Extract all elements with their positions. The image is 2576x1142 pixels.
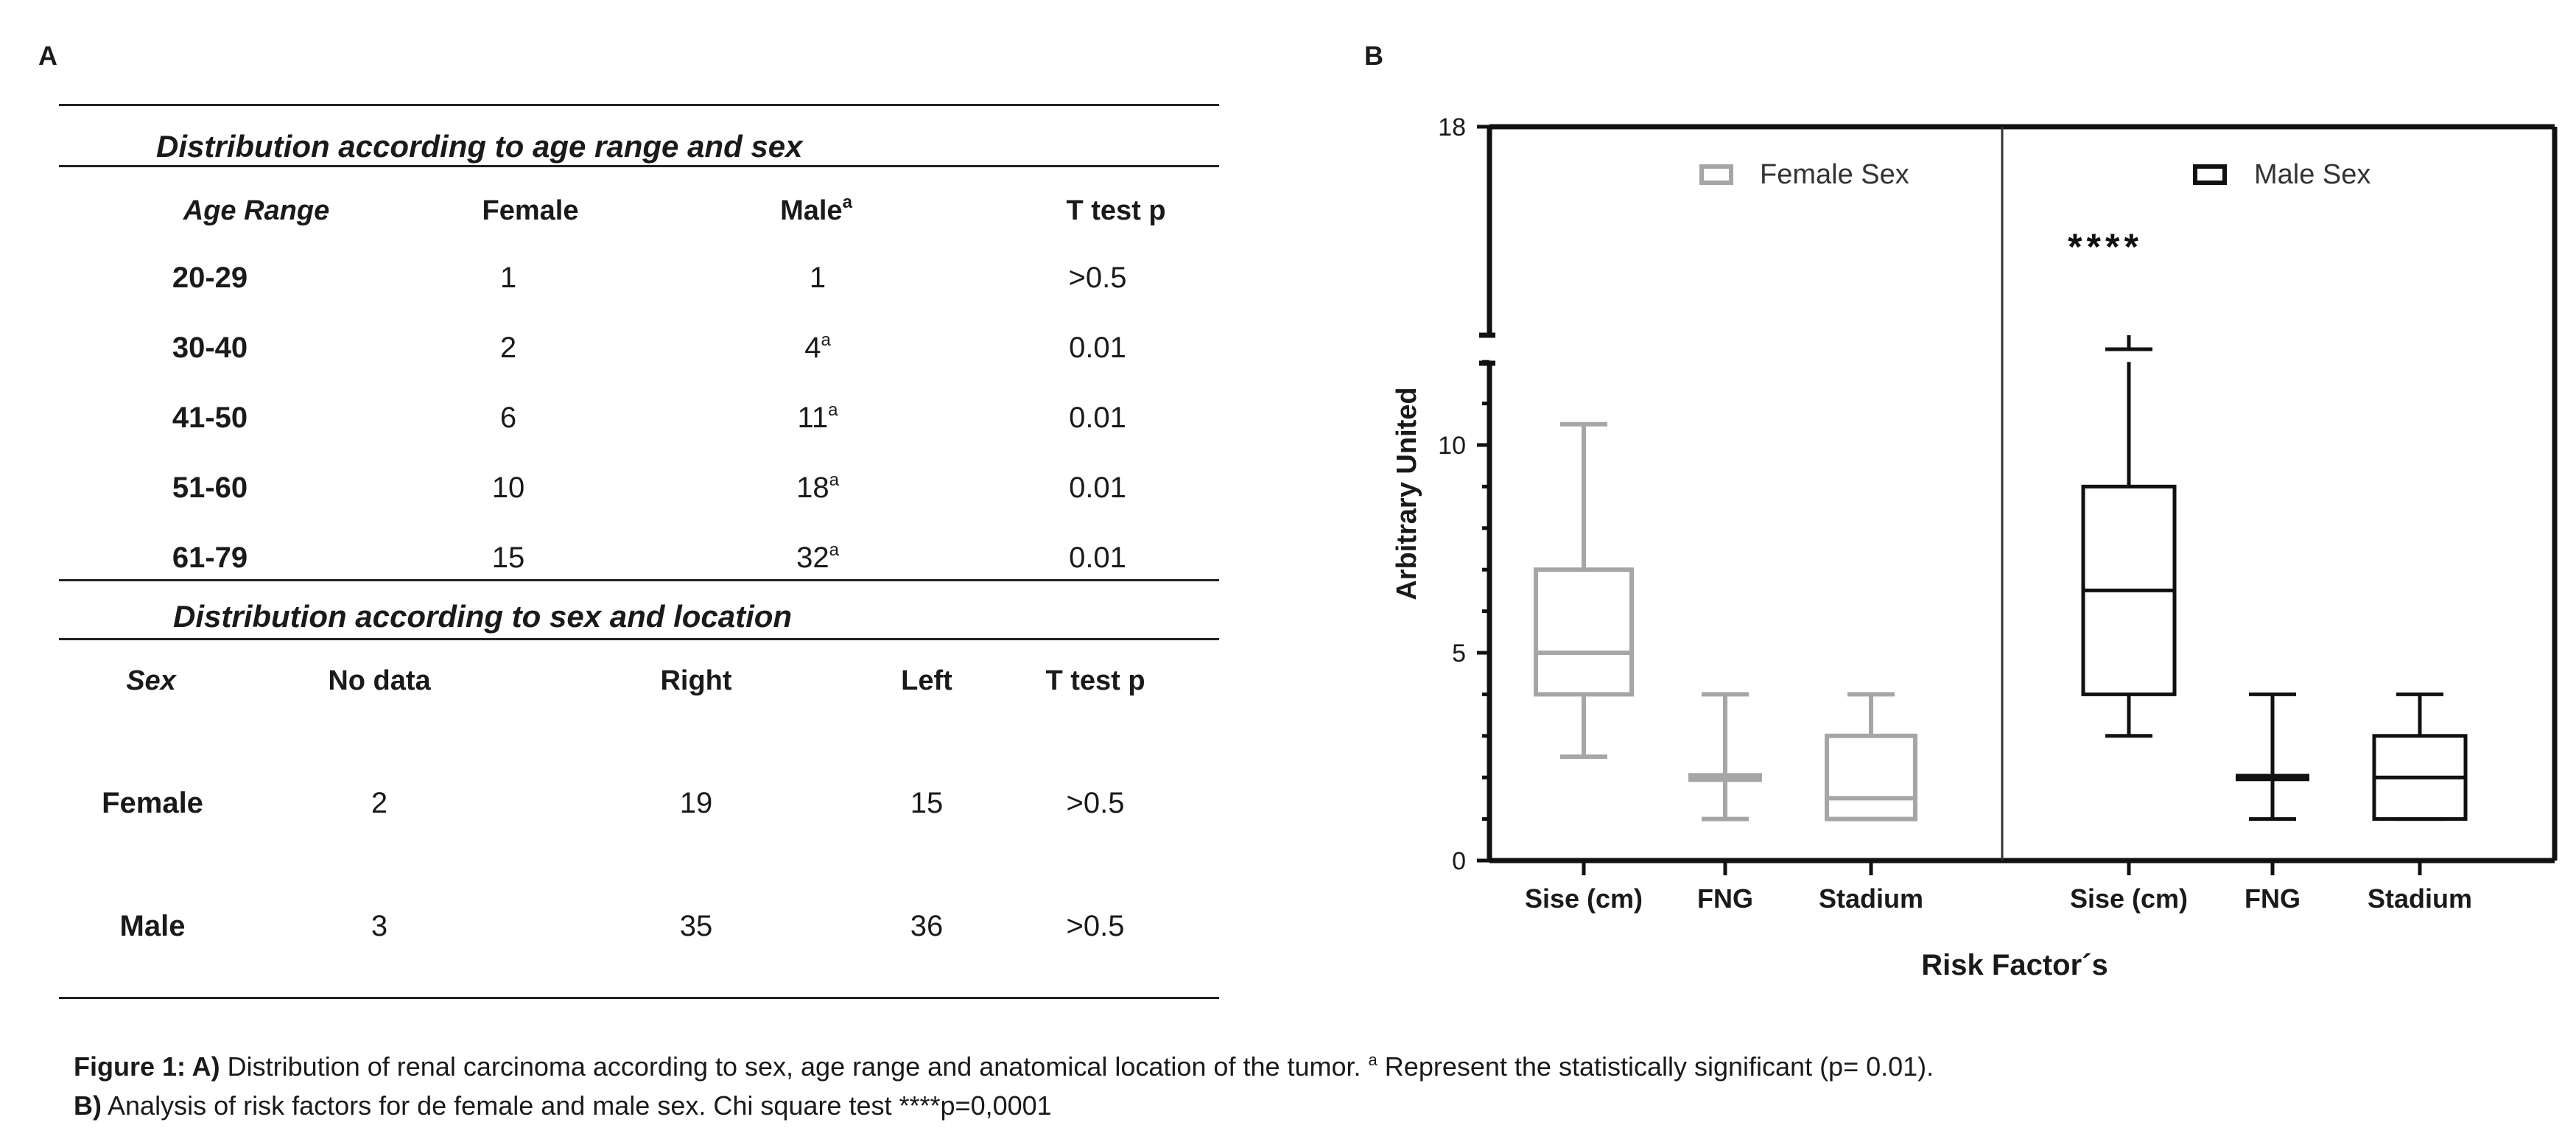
age-row-1-female: 1 <box>499 262 517 294</box>
panel-b-letter: B <box>1364 41 1383 71</box>
age-row-3-female: 6 <box>499 402 517 434</box>
x-tick-label: Sise (cm) <box>1524 883 1643 914</box>
legend-male <box>2195 159 2370 190</box>
y-tick-label: 0 <box>1452 847 1466 875</box>
age-row-4-male: 18$^a$ <box>796 470 839 504</box>
legend-female-label: Female Sex <box>1760 159 1909 190</box>
y-tick-label: 10 <box>1438 432 1466 460</box>
age-row-2-female: 2 <box>499 332 517 364</box>
age-row-4-p: 0.01 <box>1069 472 1126 504</box>
header-sex: Sex <box>126 665 176 696</box>
age-row-5-p: 0.01 <box>1069 542 1126 574</box>
box-iqr <box>1536 570 1632 694</box>
x-tick-label: Sise (cm) <box>2069 883 2189 914</box>
loc-row-1-left: 15 <box>910 787 944 819</box>
age-row-5-female: 15 <box>491 542 525 574</box>
header-ttest: T test p <box>1066 195 1166 226</box>
legend-female-swatch <box>1702 167 1731 183</box>
age-row-2-male: 4$^a$ <box>804 330 831 364</box>
box-male-1 <box>2070 335 2188 914</box>
section1-title: Distribution according to age range and sex <box>156 129 803 164</box>
loc-row-1-right: 19 <box>679 787 713 819</box>
header-female: Female <box>482 195 579 226</box>
legend-male-label: Male Sex <box>2254 159 2371 190</box>
age-row-3-male: 11$^a$ <box>797 400 838 434</box>
y-tick-label: 18 <box>1438 113 1466 141</box>
loc-row-2-left: 36 <box>910 910 944 942</box>
header-left: Left <box>901 665 952 696</box>
y-axis-label: Arbitrary United <box>1391 387 1422 600</box>
legend-female <box>1702 159 1909 190</box>
age-row-5-range: 61-79 <box>172 542 248 574</box>
age-row-2-p: 0.01 <box>1069 332 1126 364</box>
caption-line-1: Figure 1: A) Distribution of renal carcinoma according to sex, age range and anatomical location of the tumor. $^a$ Represent the statistically significant (p= 0.01). <box>74 1051 1934 1082</box>
header-age-range: Age Range <box>183 195 330 226</box>
section2-title: Distribution according to sex and location <box>173 599 793 634</box>
box-iqr <box>1827 736 1915 819</box>
age-row-4-range: 51-60 <box>172 472 248 504</box>
header-ttest-2: T test p <box>1045 665 1145 696</box>
caption-line-2: B) Analysis of risk factors for de female and male sex. Chi square test ****p=0,0001 <box>74 1090 1052 1121</box>
box-series <box>1525 335 2472 914</box>
box-female-3 <box>1819 694 1923 914</box>
age-row-5-male: 32$^a$ <box>796 540 839 574</box>
loc-row-2-right: 35 <box>679 910 713 942</box>
header-male: Male$^a$ <box>780 192 852 226</box>
box-male-2 <box>2236 694 2309 914</box>
box-male-3 <box>2368 694 2472 914</box>
age-row-1-range: 20-29 <box>172 262 248 294</box>
box-female-2 <box>1688 694 1762 914</box>
header-right: Right <box>660 665 732 696</box>
significance-annotation: **** <box>2068 226 2143 267</box>
age-row-2-range: 30-40 <box>172 332 248 364</box>
loc-row-1-nodata: 2 <box>371 787 388 819</box>
loc-row-1-p: >0.5 <box>1066 787 1125 819</box>
age-row-1-p: >0.5 <box>1068 262 1127 294</box>
x-tick-label: Stadium <box>2367 883 2473 914</box>
legend-male-swatch <box>2195 167 2225 183</box>
age-row-3-range: 41-50 <box>172 402 248 434</box>
loc-row-2-p: >0.5 <box>1066 910 1125 942</box>
y-tick-label: 5 <box>1452 640 1466 668</box>
loc-row-2-sex: Male <box>119 910 186 942</box>
panel-a-letter: A <box>38 41 57 71</box>
x-tick-label: Stadium <box>1818 883 1924 914</box>
y-ticks <box>1438 113 1489 875</box>
x-axis-label: Risk Factor´s <box>1921 949 2108 981</box>
x-tick-label: FNG <box>1697 883 1753 914</box>
loc-row-1-sex: Female <box>102 787 203 819</box>
header-no-data: No data <box>328 665 431 696</box>
age-row-1-male: 1 <box>809 262 827 294</box>
loc-row-2-nodata: 3 <box>371 910 388 942</box>
age-row-3-p: 0.01 <box>1069 402 1126 434</box>
x-tick-label: FNG <box>2245 883 2300 914</box>
age-row-4-female: 10 <box>491 472 525 504</box>
box-female-1 <box>1525 424 1643 914</box>
